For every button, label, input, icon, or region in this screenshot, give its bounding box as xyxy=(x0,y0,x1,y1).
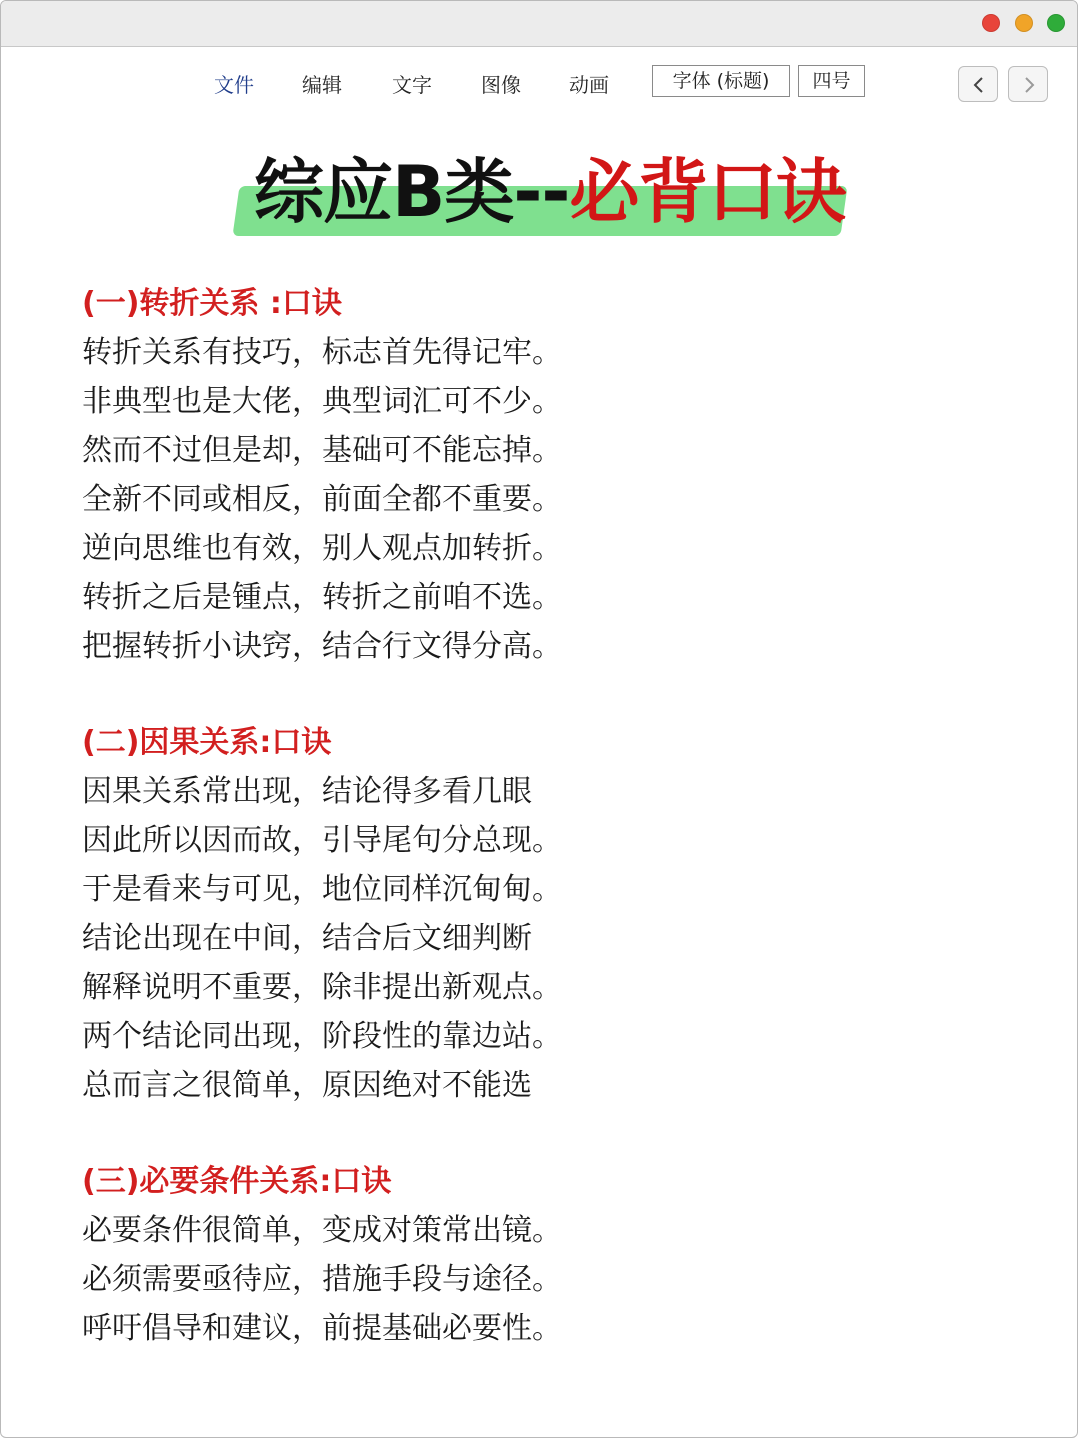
title-bar xyxy=(1,1,1077,47)
text-line: 全新不同或相反，前面全都不重要。 xyxy=(82,482,562,517)
font-family-select[interactable]: 字体 (标题) xyxy=(652,65,790,97)
title-red-part: 必背口诀 xyxy=(569,151,846,233)
menu-edit[interactable]: 编辑 xyxy=(302,73,342,97)
section-contrast xyxy=(82,280,982,671)
text-line: 逆向思维也有效，别人观点加转折。 xyxy=(82,531,562,566)
document-body xyxy=(82,280,982,1401)
menu-animation[interactable]: 动画 xyxy=(569,73,609,97)
chevron-right-icon xyxy=(1021,76,1037,94)
title-black-part: 综应B类-- xyxy=(254,151,570,233)
text-line: 必须需要亟待应，措施手段与途径。 xyxy=(82,1262,562,1297)
menu-image[interactable]: 图像 xyxy=(481,73,521,97)
text-line: 因果关系常出现，结论得多看几眼 xyxy=(82,774,532,809)
back-button[interactable] xyxy=(958,66,998,102)
section-heading: (三)必要条件关系:口诀 xyxy=(82,1164,392,1199)
text-line: 把握转折小诀窍，结合行文得分高。 xyxy=(82,629,562,664)
text-line: 转折之后是锺点，转折之前咱不选。 xyxy=(82,580,562,615)
minimize-window-button[interactable] xyxy=(1015,14,1033,32)
text-line: 非典型也是大佬，典型词汇可不少。 xyxy=(82,384,562,419)
section-heading: (一)转折关系 :口诀 xyxy=(82,286,342,321)
text-line: 然而不过但是却，基础可不能忘掉。 xyxy=(82,433,562,468)
text-line: 两个结论同出现，阶段性的靠边站。 xyxy=(82,1019,562,1054)
close-window-button[interactable] xyxy=(982,14,1000,32)
toolbar xyxy=(0,47,1080,117)
section-causal xyxy=(82,719,982,1110)
menu-text[interactable]: 文字 xyxy=(392,73,432,97)
text-line: 因此所以因而故，引导尾句分总现。 xyxy=(82,823,562,858)
document-title xyxy=(236,148,846,238)
chevron-left-icon xyxy=(971,76,987,94)
text-line: 结论出现在中间，结合后文细判断 xyxy=(82,921,532,956)
text-line: 总而言之很简单，原因绝对不能选 xyxy=(82,1068,532,1103)
menu-file[interactable]: 文件 xyxy=(214,73,254,97)
title-text xyxy=(254,148,845,236)
text-line: 于是看来与可见，地位同样沉甸甸。 xyxy=(82,872,562,907)
font-size-select[interactable]: 四号 xyxy=(798,65,865,97)
section-necessary-condition xyxy=(82,1158,982,1353)
forward-button[interactable] xyxy=(1008,66,1048,102)
text-line: 呼吁倡导和建议，前提基础必要性。 xyxy=(82,1311,562,1346)
text-line: 必要条件很简单，变成对策常出镜。 xyxy=(82,1213,562,1248)
section-heading: (二)因果关系:口诀 xyxy=(82,725,332,760)
text-line: 解释说明不重要，除非提出新观点。 xyxy=(82,970,562,1005)
text-line: 转折关系有技巧，标志首先得记牢。 xyxy=(82,335,562,370)
zoom-window-button[interactable] xyxy=(1047,14,1065,32)
